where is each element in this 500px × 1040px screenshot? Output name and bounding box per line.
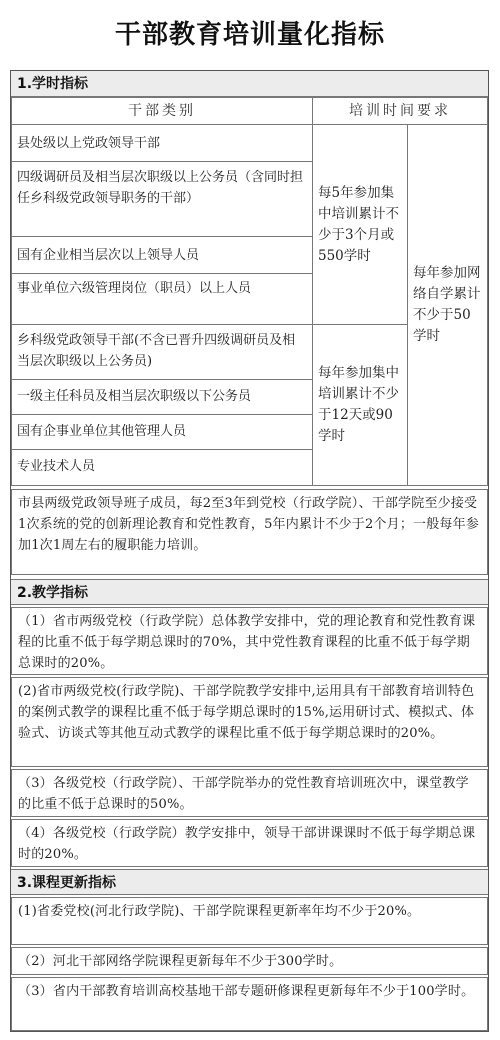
section-heading-teaching: 2.教学指标 bbox=[11, 579, 488, 605]
column-header-category: 干部类别 bbox=[11, 97, 313, 125]
list-item: (1)省委党校(河北行政学院)、干部学院课程更新率年均不少于20%。 bbox=[11, 897, 488, 945]
table-row: 事业单位六级管理岗位（职员）以上人员 bbox=[11, 273, 313, 325]
table-row: 一级主任科员及相当层次职级以下公务员 bbox=[11, 379, 313, 415]
page-title: 干部教育培训量化指标 bbox=[114, 20, 385, 50]
list-item: （4）各级党校（行政学院）教学安排中，领导干部讲课课时不低于每学期总课时的20%。 bbox=[11, 819, 488, 867]
list-item: （3）各级党校（行政学院）、干部学院举办的党性教育培训班次中，课堂教学的比重不低于总课时的50%。 bbox=[11, 769, 488, 817]
table-row: 国有企业相当层次以上领导人员 bbox=[11, 236, 313, 274]
section1-note: 市县两级党政领导班子成员，每2至3年到党校（行政学院）、干部学院至少接受1次系统的党的创新理论教育和党性教育，5年内累计不少于2个月；一般每年参加1次1周左右的履职能力培训。 bbox=[11, 489, 488, 575]
table-row: 国有企事业单位其他管理人员 bbox=[11, 414, 313, 450]
requirement-group-a: 每5年参加集中培训累计不少于3个月或550学时 bbox=[312, 124, 408, 325]
list-item: （1）省市两级党校（行政学院）总体教学安排中，党的理论教育和党性教育课程的比重不低于每学期总课时的70%，其中党性教育课程的比重不低于每学期总课时的20%。 bbox=[11, 607, 488, 675]
column-header-requirement: 培训时间要求 bbox=[312, 97, 488, 125]
list-item: （3）省内干部教育培训高校基地干部专题研修课程更新每年不少于100学时。 bbox=[11, 977, 488, 1031]
table-row: 四级调研员及相当层次职级以上公务员（含同时担任乡科级党政领导职务的干部） bbox=[11, 161, 313, 237]
list-item: (2)省市两级党校(行政学院)、干部学院教学安排中,运用具有干部教育培训特色的案例式教学的课程比重不低于每学期总课时的15%,运用研讨式、模拟式、体验式、访谈式等其他互动式教学的课程比重不低于每学期总课时的20%。 bbox=[11, 677, 488, 767]
table-row: 专业技术人员 bbox=[11, 449, 313, 486]
section-heading-course-update: 3.课程更新指标 bbox=[11, 869, 488, 895]
table-row: 县处级以上党政领导干部 bbox=[11, 124, 313, 162]
requirement-online: 每年参加网络自学累计不少于50学时 bbox=[407, 124, 488, 486]
requirement-group-b: 每年参加集中培训累计不少于12天或90学时 bbox=[312, 324, 408, 486]
list-item: （2）河北干部网络学院课程更新每年不少于300学时。 bbox=[11, 947, 488, 975]
section-heading-hours: 1.学时指标 bbox=[11, 71, 488, 97]
table-row: 乡科级党政领导干部(不含已晋升四级调研员及相当层次职级以上公务员) bbox=[11, 324, 313, 380]
